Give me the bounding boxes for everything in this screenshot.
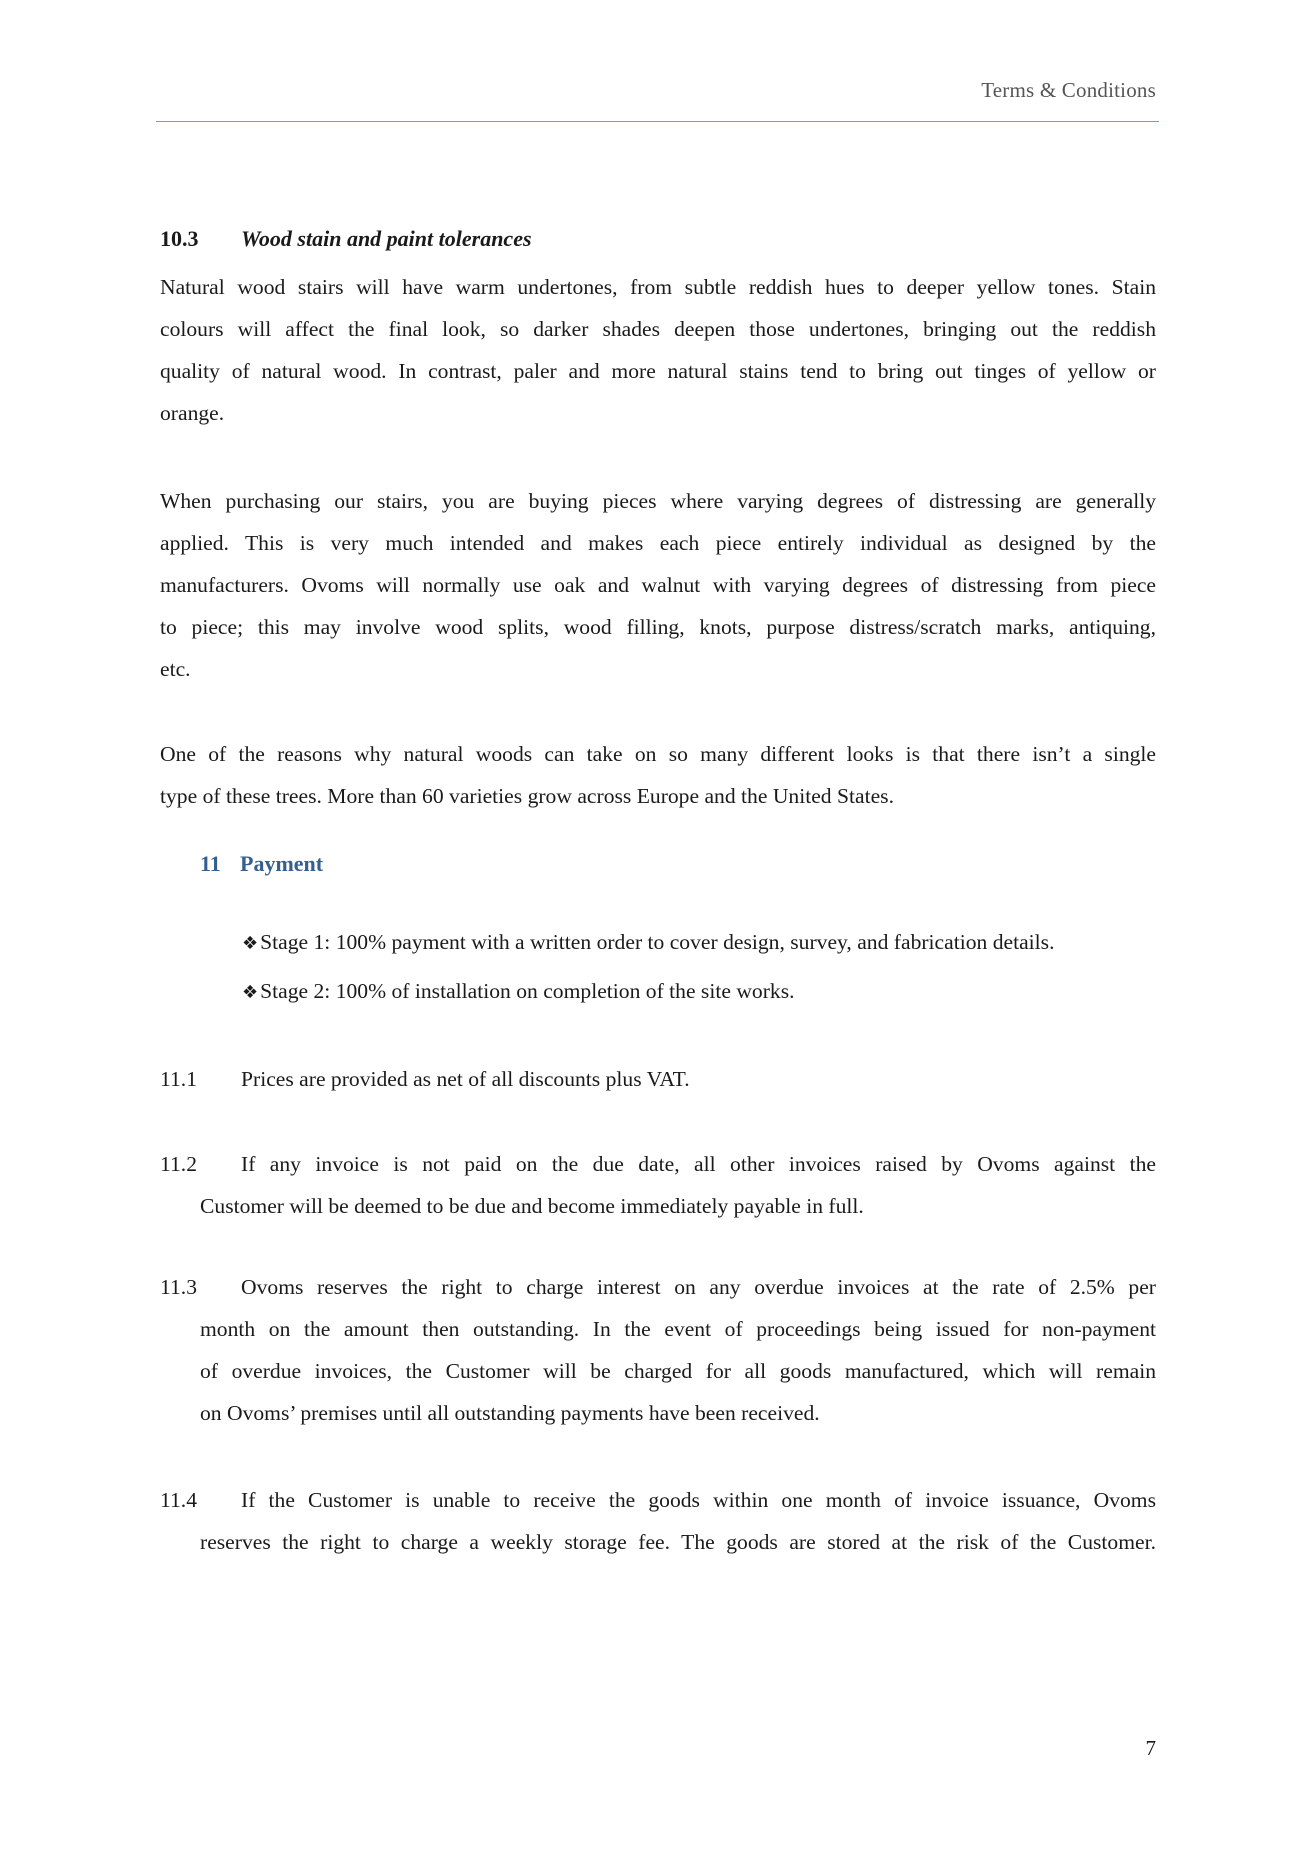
running-header-title: Terms & Conditions (981, 78, 1156, 102)
page-number: 7 (1145, 1736, 1156, 1760)
diamond-bullet-icon: ❖ (242, 982, 259, 1003)
clause-text: Prices are provided as net of all discounts plus VAT. (241, 1067, 690, 1091)
list-item-stage-1 (242, 929, 1162, 957)
text-line: One of the reasons why natural woods can take on so many different looks is that there isn’t a single (160, 742, 1156, 766)
clause-number: 11.2 (160, 1152, 197, 1176)
diamond-bullet-icon: ❖ (242, 933, 259, 954)
text-line: of overdue invoices, the Customer will be charged for all goods manufactured, which will remain (200, 1359, 1156, 1383)
text-line: on Ovoms’ premises until all outstanding payments have been received. (200, 1401, 820, 1425)
section-title: Payment (240, 851, 324, 876)
clause-first-line (160, 1487, 1156, 1513)
text-line: etc. (160, 657, 191, 681)
stage-text: Stage 2: 100% of installation on completion of the site works. (260, 979, 795, 1003)
text-line: month on the amount then outstanding. In the event of proceedings being issued for non-payment (200, 1317, 1156, 1341)
text-line: colours will affect the final look, so darker shades deepen those undertones, bringing out the reddish (160, 317, 1156, 341)
section-heading-10-3 (160, 226, 1156, 252)
clause-first-line (160, 1274, 1156, 1300)
section-number: 10.3 (160, 226, 199, 251)
clause-text: If any invoice is not paid on the due date, all other invoices raised by Ovoms against the (241, 1152, 1156, 1176)
clause-text: If the Customer is unable to receive the goods within one month of invoice issuance, Ovoms (241, 1488, 1156, 1512)
clause-text: Ovoms reserves the right to charge interest on any overdue invoices at the rate of 2.5% per (241, 1275, 1156, 1299)
section-number: 11 (200, 851, 221, 876)
clause-first-line (160, 1151, 1156, 1177)
text-line: Natural wood stairs will have warm undertones, from subtle reddish hues to deeper yellow tones. Stain (160, 275, 1156, 299)
clause-first-line (160, 1066, 1156, 1092)
section-title: Wood stain and paint tolerances (241, 226, 532, 251)
text-line: Customer will be deemed to be due and become immediately payable in full. (200, 1194, 864, 1218)
text-line: When purchasing our stairs, you are buying pieces where varying degrees of distressing are generally (160, 489, 1156, 513)
clause-number: 11.3 (160, 1275, 197, 1299)
clause-number: 11.1 (160, 1067, 197, 1091)
section-heading-payment (200, 851, 1196, 877)
text-line: to piece; this may involve wood splits, wood filling, knots, purpose distress/scratch marks, antiquing, (160, 615, 1156, 639)
text-line: applied. This is very much intended and makes each piece entirely individual as designed by the (160, 531, 1156, 555)
header-rule (156, 121, 1159, 122)
text-line: reserves the right to charge a weekly storage fee. The goods are stored at the risk of the Customer. (200, 1530, 1156, 1554)
text-line: orange. (160, 401, 225, 425)
text-line: type of these trees. More than 60 varieties grow across Europe and the United States. (160, 784, 894, 808)
text-line: manufacturers. Ovoms will normally use oak and walnut with varying degrees of distressing from piece (160, 573, 1156, 597)
list-item-stage-2 (242, 978, 1162, 1006)
text-line: quality of natural wood. In contrast, paler and more natural stains tend to bring out tinges of yellow or (160, 359, 1156, 383)
clause-number: 11.4 (160, 1488, 197, 1512)
stage-text: Stage 1: 100% payment with a written order to cover design, survey, and fabrication details. (260, 930, 1055, 954)
